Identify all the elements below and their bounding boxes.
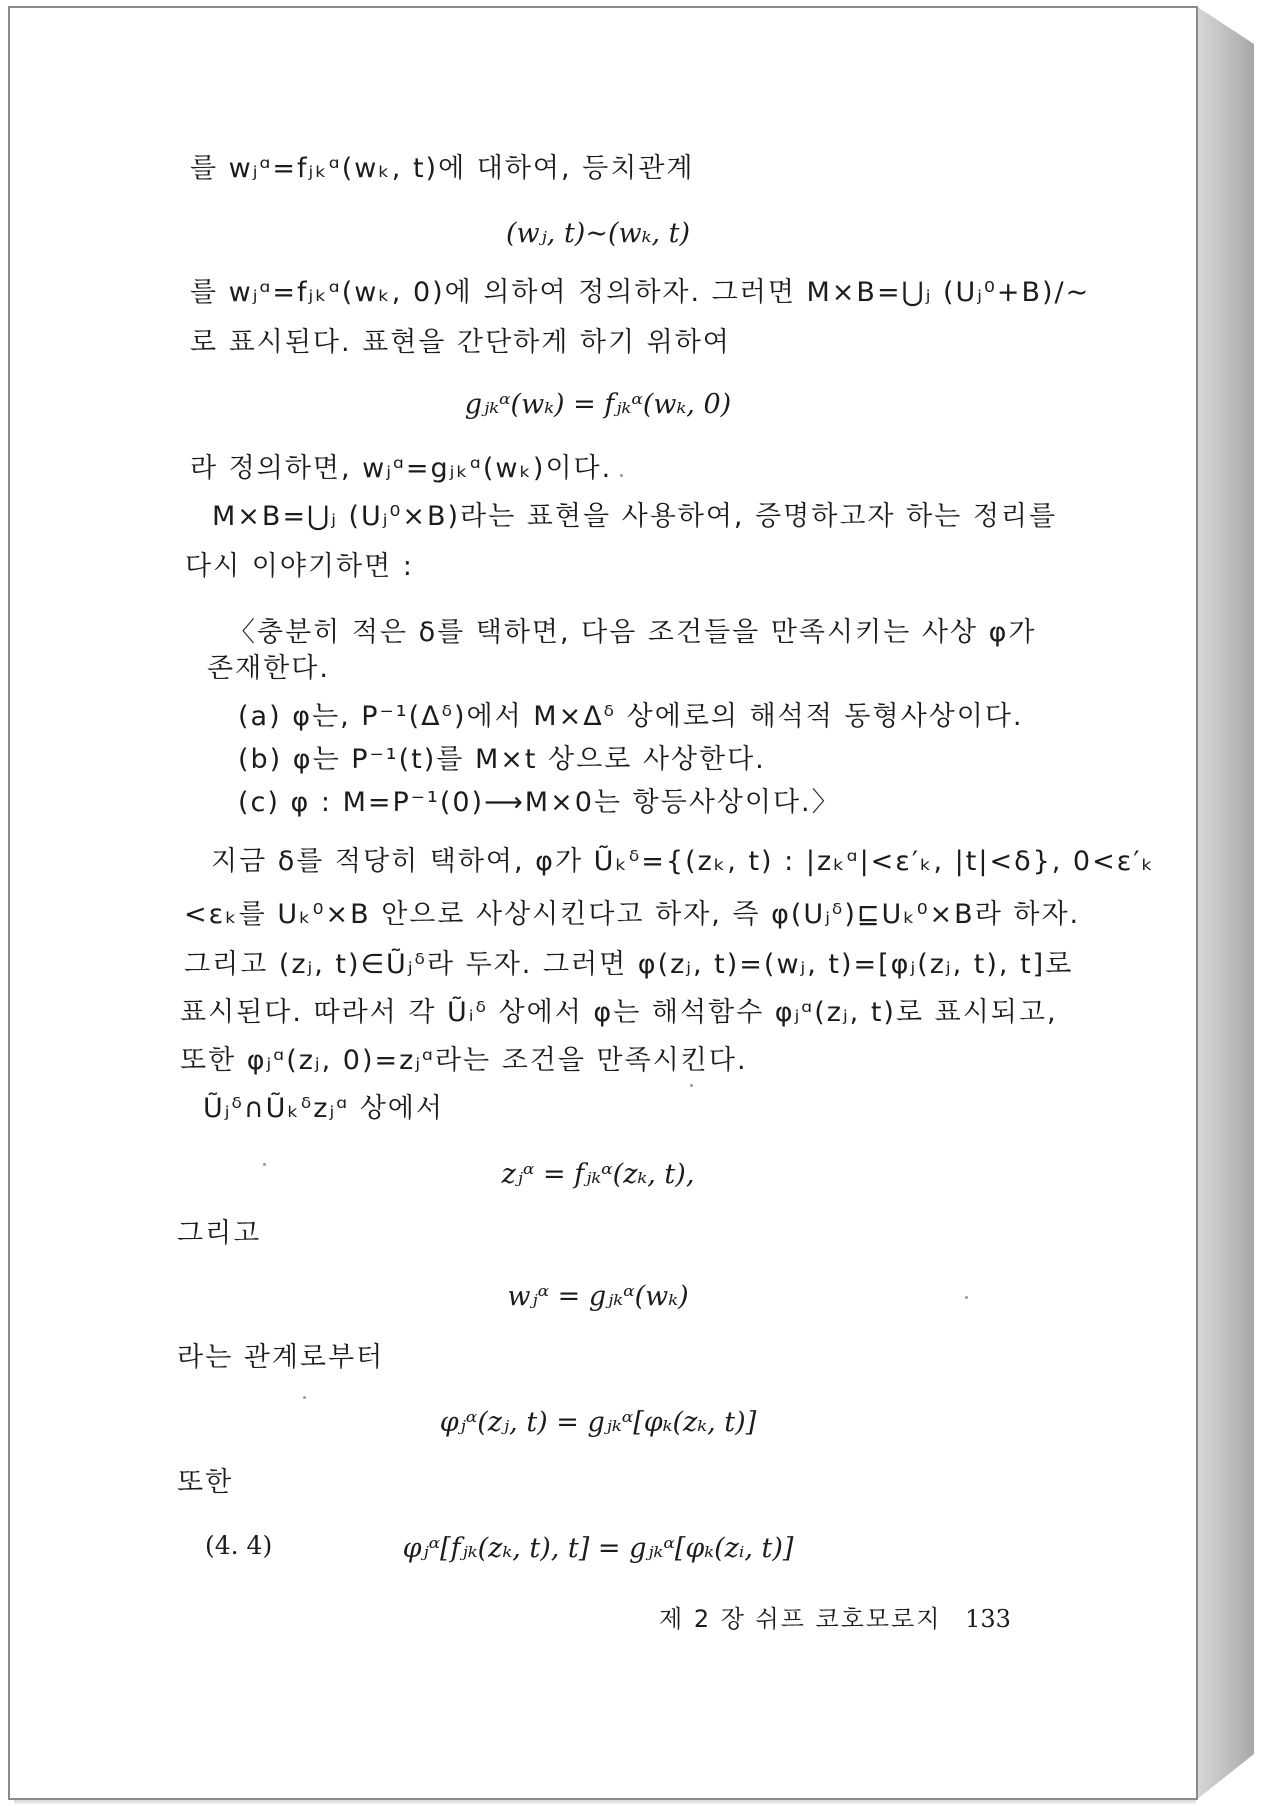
equation-number: (4. 4): [205, 1531, 273, 1560]
display-equation-5: φⱼᵅ(zⱼ, t) = gⱼₖᵅ[φₖ(zₖ, t)]: [439, 1407, 757, 1438]
theorem-line-1: 〈충분히 적은 δ를 택하면, 다음 조건들을 만족시키는 사상 φ가: [228, 617, 1037, 648]
condition-b: (b) φ는 P⁻¹(t)를 M×t 상으로 사상한다.: [238, 744, 766, 775]
condition-c: (c) φ : M=P⁻¹(0)⟶M×0는 항등사상이다.〉: [238, 787, 841, 818]
text-line-5: M×B=⋃ⱼ (Uⱼ⁰×B)라는 표현을 사용하여, 증명하고자 하는 정리를: [212, 501, 1058, 532]
chapter-title: 제 2 장 쉬프 코호모로지: [659, 1605, 942, 1633]
page-number: 133: [965, 1605, 1011, 1633]
display-equation-1: (wⱼ, t)∼(wₖ, t): [506, 218, 690, 249]
display-equation-2: gⱼₖᵅ(wₖ) = fⱼₖᵅ(wₖ, 0): [464, 389, 732, 420]
text-line-2: 를 wⱼᵅ=fⱼₖᵅ(wₖ, 0)에 의하여 정의하자. 그러면 M×B=⋃ⱼ (Uⱼ⁰+B)/∼: [190, 277, 1091, 308]
scan-speck: [303, 1396, 306, 1399]
text-line-10: 표시된다. 따라서 각 Ũᵢᵟ 상에서 φ는 해석함수 φⱼᵅ(zⱼ, t)로 표시되고,: [180, 997, 1058, 1028]
display-equation-3: zⱼᵅ = fⱼₖᵅ(zₖ, t),: [501, 1159, 695, 1190]
text-line-11: 또한 φⱼᵅ(zⱼ, 0)=zⱼᵅ라는 조건을 만족시킨다.: [180, 1045, 748, 1076]
text-line-9: 그리고 (zⱼ, t)∈Ũⱼᵟ라 두자. 그러면 φ(zⱼ, t)=(wⱼ, t)=[φⱼ(zⱼ, t), t]로: [184, 949, 1074, 980]
text-line-3: 로 표시된다. 표현을 간단하게 하기 위하여: [190, 327, 731, 358]
display-equation-4: wⱼᵅ = gⱼₖᵅ(wₖ): [507, 1281, 689, 1312]
scan-speck: [620, 474, 623, 477]
page-stack-edge: [1196, 6, 1254, 1800]
text-line-6: 다시 이야기하면 :: [185, 551, 414, 582]
running-footer: [659, 1602, 1011, 1636]
text-line-14: 라는 관계로부터: [177, 1342, 385, 1373]
text-line-7: 지금 δ를 적당히 택하여, φ가 Ũₖᵟ={(zₖ, t) : |zₖᵅ|<ε′ₖ, |t|<δ}, 0<ε′ₖ: [211, 846, 1155, 877]
scan-speck: [690, 1084, 693, 1087]
text-line-15: 또한: [177, 1467, 234, 1498]
theorem-line-2: 존재한다.: [207, 653, 330, 684]
condition-a: (a) φ는, P⁻¹(Δᵟ)에서 M×Δᵟ 상에로의 해석적 동형사상이다.: [238, 701, 1024, 732]
display-equation-6: φⱼᵅ[fⱼₖ(zₖ, t), t] = gⱼₖᵅ[φₖ(zᵢ, t)]: [402, 1533, 794, 1564]
text-line-13: 그리고: [177, 1218, 262, 1249]
text-line-4: 라 정의하면, wⱼᵅ=gⱼₖᵅ(wₖ)이다.: [190, 453, 613, 484]
text-line-12: Ũⱼᵟ∩Ũₖᵟzⱼᵅ 상에서: [203, 1093, 444, 1124]
scan-speck: [263, 1163, 266, 1166]
text-line-1: 를 wⱼᵅ=fⱼₖᵅ(wₖ, t)에 대하여, 등치관계: [190, 153, 695, 184]
text-line-8: <εₖ를 Uₖ⁰×B 안으로 사상시킨다고 하자, 즉 φ(Uⱼᵟ)⊑Uₖ⁰×B라 하자.: [184, 899, 1081, 930]
scan-speck: [965, 1296, 968, 1299]
